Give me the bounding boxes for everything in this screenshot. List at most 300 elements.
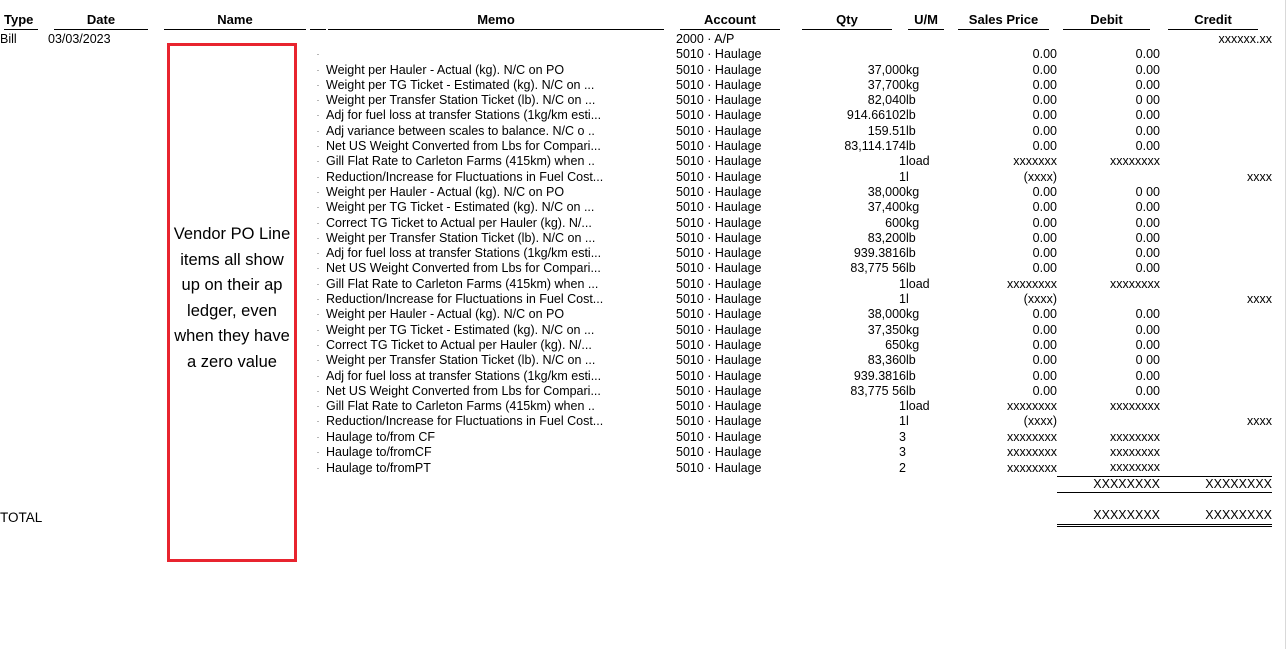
- cell-name: [160, 399, 310, 414]
- column-header-credit[interactable]: Credit: [1160, 10, 1272, 32]
- cell-type: [0, 384, 48, 399]
- cell-debit: 0.00: [1135, 62, 1160, 77]
- cell-credit: [1160, 47, 1272, 62]
- cell-um: kg: [906, 62, 920, 77]
- cell-debit: 0 00: [1135, 353, 1160, 368]
- cell-memo: Reduction/Increase for Fluctuations in Fuel Cost...: [326, 414, 604, 429]
- cell-name: [160, 154, 310, 169]
- cell-type: [0, 261, 48, 276]
- row-marker-dot: ·: [316, 294, 320, 305]
- cell-um: load: [906, 399, 930, 414]
- cell-type: [0, 124, 48, 139]
- cell-memo: Net US Weight Converted from Lbs for Compari...: [326, 261, 601, 276]
- cell-um: l: [906, 292, 909, 307]
- row-marker-dot: ·: [316, 217, 320, 228]
- total-credit: XXXXXXXX: [1160, 508, 1272, 525]
- cell-um: kg: [906, 77, 920, 92]
- cell-date: [48, 277, 160, 292]
- cell-name: [160, 108, 310, 123]
- annotation-callout-text: Vendor PO Line items all show up on their ap ledger, even when they have a zero value: [173, 225, 291, 371]
- table-row[interactable]: [0, 170, 1272, 185]
- table-row[interactable]: [0, 185, 1272, 200]
- row-marker-dot: ·: [316, 339, 320, 350]
- cell-date: [48, 47, 160, 62]
- cell-qty: 83,200: [867, 230, 906, 245]
- total-debit: XXXXXXXX: [1057, 508, 1160, 525]
- cell-um: [906, 460, 954, 476]
- cell-credit: [1160, 384, 1272, 399]
- cell-type: [0, 277, 48, 292]
- cell-date: [48, 353, 160, 368]
- table-row[interactable]: [0, 399, 1272, 414]
- row-marker-dot: ·: [316, 324, 320, 335]
- cell-account: 2000 · A/P: [676, 32, 735, 46]
- cell-debit: xxxxxxxx: [1110, 399, 1160, 414]
- cell-type: [0, 200, 48, 215]
- column-header-account[interactable]: Account: [676, 10, 796, 32]
- cell-um: lb: [906, 353, 916, 368]
- column-header-type[interactable]: Type: [0, 10, 48, 32]
- cell-memo: Weight per TG Ticket - Estimated (kg). N/C on ...: [326, 200, 595, 215]
- cell-qty: 3: [899, 429, 906, 444]
- cell-account: 5010 · Haulage: [676, 399, 762, 414]
- cell-type: [0, 430, 48, 445]
- cell-credit: [1160, 154, 1272, 169]
- cell-qty: 1: [899, 154, 906, 169]
- cell-type: [0, 93, 48, 108]
- cell-account: 5010 · Haulage: [676, 200, 762, 215]
- cell-account: 5010 · Haulage: [676, 47, 762, 62]
- cell-sales-price: 0.00: [1032, 47, 1057, 62]
- cell-credit: [1160, 200, 1272, 215]
- cell-um: kg: [906, 184, 920, 199]
- cell-type: [0, 246, 48, 261]
- cell-um: lb: [906, 261, 916, 276]
- column-header-um[interactable]: U/M: [906, 10, 954, 32]
- cell-qty: 600: [885, 215, 906, 230]
- cell-name: [160, 460, 310, 476]
- cell-credit: xxxx: [1247, 292, 1272, 307]
- cell-credit: [1160, 323, 1272, 338]
- cell-qty: 1: [899, 414, 906, 429]
- row-marker-dot: ·: [316, 431, 320, 442]
- cell-credit: xxxx: [1247, 169, 1272, 184]
- cell-date: [48, 93, 160, 108]
- cell-um: kg: [906, 200, 920, 215]
- cell-sales-price: 0.00: [1032, 353, 1057, 368]
- cell-name: [160, 185, 310, 200]
- cell-qty: 939.3816: [853, 246, 906, 261]
- cell-credit: [1160, 445, 1272, 460]
- column-header-debit[interactable]: Debit: [1057, 10, 1160, 32]
- cell-date: [48, 154, 160, 169]
- column-header-date[interactable]: Date: [48, 10, 160, 32]
- column-header-sales-price[interactable]: Sales Price: [954, 10, 1057, 32]
- cell-um: kg: [906, 322, 920, 337]
- row-marker-dot: ·: [316, 79, 320, 90]
- cell-debit: xxxxxxxx: [1057, 460, 1160, 476]
- cell-credit: [1160, 399, 1272, 414]
- cell-name: [160, 384, 310, 399]
- cell-type: [0, 47, 48, 62]
- cell-qty: 38,000: [867, 307, 906, 322]
- cell-account: 5010 · Haulage: [676, 230, 762, 245]
- cell-date: [48, 124, 160, 139]
- cell-account: 5010 · Haulage: [676, 123, 762, 138]
- cell-qty: 159.51: [867, 123, 906, 138]
- cell-memo: Haulage to/fromPT: [326, 460, 431, 475]
- cell-account: 5010 · Haulage: [676, 368, 762, 383]
- cell-memo: Weight per Transfer Station Ticket (lb). N/C on ...: [326, 230, 596, 245]
- cell-sales-price: xxxxxxxx: [1007, 445, 1057, 460]
- cell-account: 5010 · Haulage: [676, 154, 762, 169]
- cell-debit: 0.00: [1135, 200, 1160, 215]
- cell-date: [48, 307, 160, 322]
- cell-credit: [1160, 139, 1272, 154]
- cell-type: [0, 108, 48, 123]
- cell-type: [0, 414, 48, 429]
- cell-date: [48, 261, 160, 276]
- cell-qty: 82,040: [867, 93, 906, 108]
- cell-sales-price: 0.00: [1032, 123, 1057, 138]
- cell-memo: Reduction/Increase for Fluctuations in Fuel Cost...: [326, 292, 604, 307]
- cell-memo: [326, 32, 676, 47]
- row-marker-dot: ·: [316, 95, 320, 106]
- cell-credit: [1160, 369, 1272, 384]
- cell-memo: Weight per TG Ticket - Estimated (kg). N/C on ...: [326, 77, 595, 92]
- cell-sales-price: (xxxx): [1023, 169, 1057, 184]
- cell-debit: xxxxxxxx: [1110, 154, 1160, 169]
- cell-qty: 83,775 56: [850, 261, 906, 276]
- cell-type: [0, 170, 48, 185]
- cell-um: kg: [906, 307, 920, 322]
- cell-um: lb: [906, 108, 916, 123]
- column-header-qty[interactable]: Qty: [796, 10, 906, 32]
- cell-account: 5010 · Haulage: [676, 276, 762, 291]
- cell-memo: Adj variance between scales to balance. N/C o ..: [326, 123, 595, 138]
- cell-type: [0, 307, 48, 322]
- cell-date: [48, 216, 160, 231]
- cell-memo: Adj for fuel loss at transfer Stations (1kg/km esti...: [326, 108, 602, 123]
- cell-name: [160, 445, 310, 460]
- cell-sales-price: 0.00: [1032, 215, 1057, 230]
- table-row[interactable]: [0, 139, 1272, 154]
- table-row[interactable]: [0, 154, 1272, 169]
- cell-sales-price: 0.00: [1032, 368, 1057, 383]
- table-row[interactable]: [0, 430, 1272, 445]
- cell-credit: [1160, 124, 1272, 139]
- cell-memo: Weight per TG Ticket - Estimated (kg). N/C on ...: [326, 322, 595, 337]
- cell-um: lb: [906, 368, 916, 383]
- cell-account: 5010 · Haulage: [676, 337, 762, 352]
- cell-credit: [1160, 246, 1272, 261]
- table-row[interactable]: [0, 200, 1272, 215]
- cell-qty: 37,400: [867, 200, 906, 215]
- cell-date: [48, 200, 160, 215]
- cell-name: [160, 78, 310, 93]
- cell-credit: [1160, 460, 1272, 476]
- cell-debit: [1057, 170, 1160, 185]
- cell-credit: [1160, 353, 1272, 368]
- row-marker-dot: ·: [316, 355, 320, 366]
- cell-type: [0, 460, 48, 476]
- cell-type: [0, 399, 48, 414]
- cell-debit: 0.00: [1135, 108, 1160, 123]
- cell-credit: [1160, 216, 1272, 231]
- cell-memo: Net US Weight Converted from Lbs for Compari...: [326, 139, 601, 154]
- cell-sales-price: 0.00: [1032, 322, 1057, 337]
- cell-memo: Haulage to/fromCF: [326, 445, 432, 460]
- cell-type: [0, 154, 48, 169]
- cell-qty: 37,700: [867, 77, 906, 92]
- cell-sales-price: xxxxxxx: [1013, 154, 1057, 169]
- cell-credit: [1160, 338, 1272, 353]
- cell-um: lb: [906, 246, 916, 261]
- cell-debit: xxxxxxxx: [1110, 429, 1160, 444]
- cell-date: 03/03/2023: [48, 32, 111, 46]
- cell-sales-price: [954, 32, 1057, 47]
- cell-name: [160, 200, 310, 215]
- cell-qty: 914.66102: [846, 108, 906, 123]
- cell-debit: 0.00: [1135, 230, 1160, 245]
- cell-debit: xxxxxxxx: [1110, 445, 1160, 460]
- cell-memo: Gill Flat Rate to Carleton Farms (415km) when ..: [326, 154, 595, 169]
- row-marker-dot: ·: [316, 462, 320, 473]
- cell-um: kg: [906, 215, 920, 230]
- cell-date: [48, 231, 160, 246]
- cell-debit: 0.00: [1135, 322, 1160, 337]
- cell-date: [48, 414, 160, 429]
- cell-qty: 83,775 56: [850, 383, 906, 398]
- cell-type: [0, 338, 48, 353]
- cell-credit: [1160, 63, 1272, 78]
- row-marker-dot: ·: [316, 49, 320, 60]
- cell-um: load: [906, 154, 930, 169]
- table-row[interactable]: [0, 384, 1272, 399]
- cell-debit: xxxxxxxx: [1110, 276, 1160, 291]
- cell-memo: Haulage to/from CF: [326, 429, 436, 444]
- cell-debit: 0.00: [1135, 337, 1160, 352]
- cell-qty: 1: [899, 399, 906, 414]
- row-marker-dot: ·: [316, 156, 320, 167]
- row-marker-dot: ·: [316, 370, 320, 381]
- cell-type: [0, 185, 48, 200]
- cell-debit: [1057, 414, 1160, 429]
- cell-account: 5010 · Haulage: [676, 322, 762, 337]
- cell-account: 5010 · Haulage: [676, 460, 762, 475]
- cell-debit: 0 00: [1135, 184, 1160, 199]
- cell-sales-price: xxxxxxxx: [1007, 429, 1057, 444]
- table-row[interactable]: [0, 414, 1272, 429]
- cell-memo: Correct TG Ticket to Actual per Hauler (kg). N/...: [326, 215, 592, 230]
- cell-sales-price: 0.00: [1032, 108, 1057, 123]
- cell-memo: Weight per Transfer Station Ticket (lb). N/C on ...: [326, 93, 596, 108]
- cell-sales-price: 0.00: [1032, 77, 1057, 92]
- cell-sales-price: 0.00: [1032, 246, 1057, 261]
- spacer-row: [0, 492, 1272, 508]
- cell-memo: Weight per Hauler - Actual (kg). N/C on PO: [326, 184, 565, 199]
- cell-memo: [326, 47, 676, 62]
- cell-date: [48, 384, 160, 399]
- row-marker-dot: ·: [316, 64, 320, 75]
- cell-credit: [1160, 277, 1272, 292]
- table-row[interactable]: [0, 445, 1272, 460]
- cell-qty: 38,000: [867, 184, 906, 199]
- cell-memo: Weight per Hauler - Actual (kg). N/C on PO: [326, 307, 565, 322]
- cell-account: 5010 · Haulage: [676, 383, 762, 398]
- row-marker-dot: ·: [316, 232, 320, 243]
- cell-qty: 2: [899, 460, 906, 475]
- cell-date: [48, 246, 160, 261]
- cell-sales-price: xxxxxxxx: [1007, 460, 1057, 475]
- cell-sales-price: (xxxx): [1023, 414, 1057, 429]
- cell-credit: [1160, 78, 1272, 93]
- row-marker-dot: ·: [316, 141, 320, 152]
- row-marker-dot: ·: [316, 401, 320, 412]
- cell-qty: 1: [899, 276, 906, 291]
- row-marker-dot: ·: [316, 171, 320, 182]
- cell-memo: Gill Flat Rate to Carleton Farms (415km) when ..: [326, 399, 595, 414]
- cell-type: [0, 231, 48, 246]
- row-marker-dot: ·: [316, 278, 320, 289]
- cell-um: [906, 32, 954, 47]
- table-row[interactable]: [0, 78, 1272, 93]
- cell-type: [0, 78, 48, 93]
- cell-date: [48, 139, 160, 154]
- subtotal-spacer: [0, 476, 1057, 492]
- cell-credit: [1160, 231, 1272, 246]
- column-header-name[interactable]: Name: [160, 10, 310, 32]
- cell-account: 5010 · Haulage: [676, 77, 762, 92]
- cell-debit: 0.00: [1135, 368, 1160, 383]
- table-header-row: [0, 10, 1272, 32]
- cell-memo: Adj for fuel loss at transfer Stations (1kg/km esti...: [326, 368, 602, 383]
- cell-sales-price: 0.00: [1032, 230, 1057, 245]
- cell-um: kg: [906, 337, 920, 352]
- cell-sales-price: 0.00: [1032, 383, 1057, 398]
- cell-sales-price: 0.00: [1032, 200, 1057, 215]
- cell-type: [0, 216, 48, 231]
- cell-sales-price: xxxxxxxx: [1007, 276, 1057, 291]
- cell-credit: xxxxxx.xx: [1218, 32, 1272, 46]
- cell-date: [48, 399, 160, 414]
- row-marker-dot: ·: [316, 202, 320, 213]
- cell-type: Bill: [0, 32, 17, 46]
- cell-type: [0, 369, 48, 384]
- cell-name: [160, 139, 310, 154]
- cell-date: [48, 170, 160, 185]
- cell-date: [48, 63, 160, 78]
- cell-um: l: [906, 169, 909, 184]
- cell-debit: 0.00: [1135, 77, 1160, 92]
- cell-account: 5010 · Haulage: [676, 93, 762, 108]
- table-row[interactable]: [0, 108, 1272, 123]
- cell-date: [48, 323, 160, 338]
- cell-memo: Reduction/Increase for Fluctuations in Fuel Cost...: [326, 169, 604, 184]
- cell-account: 5010 · Haulage: [676, 215, 762, 230]
- cell-account: 5010 · Haulage: [676, 307, 762, 322]
- subtotal-row: [0, 476, 1272, 492]
- row-marker-dot: ·: [316, 263, 320, 274]
- cell-um: lb: [906, 383, 916, 398]
- cell-qty: [796, 32, 906, 47]
- cell-sales-price: 0.00: [1032, 307, 1057, 322]
- cell-qty: 37,350: [867, 322, 906, 337]
- cell-qty: 939.3816: [853, 368, 906, 383]
- cell-qty: 1: [899, 292, 906, 307]
- cell-account: 5010 · Haulage: [676, 261, 762, 276]
- cell-um: [906, 430, 954, 445]
- cell-memo: Adj for fuel loss at transfer Stations (1kg/km esti...: [326, 246, 602, 261]
- cell-um: lb: [906, 139, 916, 154]
- table-row[interactable]: [0, 460, 1272, 476]
- cell-date: [48, 108, 160, 123]
- cell-date: [48, 292, 160, 307]
- cell-credit: [1160, 108, 1272, 123]
- cell-debit: 0.00: [1135, 139, 1160, 154]
- cell-account: 5010 · Haulage: [676, 108, 762, 123]
- cell-memo: Weight per Transfer Station Ticket (lb). N/C on ...: [326, 353, 596, 368]
- cell-date: [48, 185, 160, 200]
- cell-date: [48, 338, 160, 353]
- cell-date: [48, 78, 160, 93]
- cell-name: [160, 63, 310, 78]
- cell-qty: 3: [899, 445, 906, 460]
- table-row[interactable]: [0, 63, 1272, 78]
- cell-um: l: [906, 414, 909, 429]
- cell-qty: [796, 47, 906, 62]
- table-row[interactable]: [0, 124, 1272, 139]
- cell-credit: xxxx: [1247, 414, 1272, 429]
- cell-debit: 0.00: [1135, 246, 1160, 261]
- cell-account: 5010 · Haulage: [676, 62, 762, 77]
- row-marker-dot: [310, 32, 326, 47]
- cell-date: [48, 460, 160, 476]
- cell-account: 5010 · Haulage: [676, 184, 762, 199]
- spacer-cell: [0, 492, 1272, 508]
- table-row[interactable]: [0, 93, 1272, 108]
- cell-account: 5010 · Haulage: [676, 414, 762, 429]
- cell-account: 5010 · Haulage: [676, 445, 762, 460]
- cell-sales-price: 0.00: [1032, 62, 1057, 77]
- cell-sales-price: 0.00: [1032, 184, 1057, 199]
- cell-account: 5010 · Haulage: [676, 139, 762, 154]
- cell-qty: 37,000: [867, 62, 906, 77]
- row-marker-dot: ·: [316, 248, 320, 259]
- cell-memo: Gill Flat Rate to Carleton Farms (415km) when ...: [326, 276, 599, 291]
- cell-account: 5010 · Haulage: [676, 429, 762, 444]
- cell-type: [0, 323, 48, 338]
- cell-type: [0, 292, 48, 307]
- cell-name: [160, 430, 310, 445]
- cell-sales-price: 0.00: [1032, 93, 1057, 108]
- cell-debit: 0.00: [1135, 123, 1160, 138]
- cell-memo: Net US Weight Converted from Lbs for Compari...: [326, 383, 601, 398]
- cell-name: [160, 93, 310, 108]
- cell-type: [0, 63, 48, 78]
- cell-qty: 83,114.174: [844, 139, 906, 154]
- cell-type: [0, 445, 48, 460]
- column-header-memo[interactable]: Memo: [326, 10, 676, 32]
- cell-debit: 0.00: [1135, 215, 1160, 230]
- cell-date: [48, 430, 160, 445]
- cell-debit: 0.00: [1135, 307, 1160, 322]
- cell-um: [906, 445, 954, 460]
- cell-memo: Correct TG Ticket to Actual per Hauler (kg). N/...: [326, 337, 592, 352]
- cell-debit: 0.00: [1135, 261, 1160, 276]
- cell-debit: 0.00: [1135, 383, 1160, 398]
- cell-um: [906, 47, 954, 62]
